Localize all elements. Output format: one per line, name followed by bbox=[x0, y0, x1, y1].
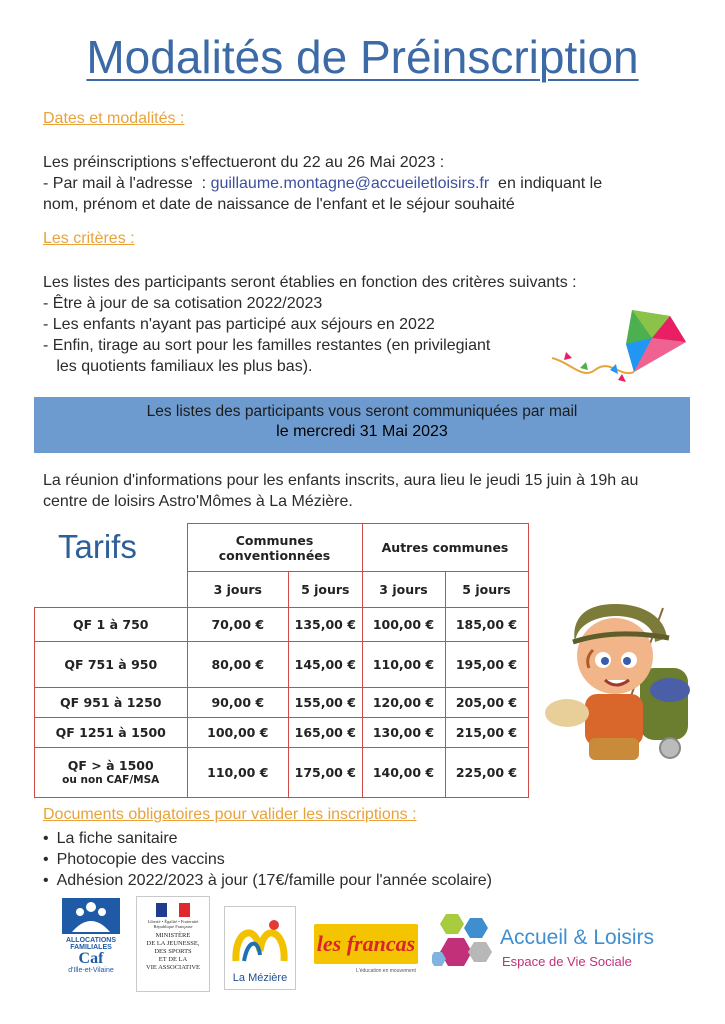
announcement-banner bbox=[34, 397, 690, 453]
accueil-loisirs-title: Accueil & Loisirs bbox=[500, 926, 655, 949]
price-cell: 140,00 € bbox=[362, 748, 445, 798]
reunion-line-1: La réunion d'informations pour les enfants inscrits, aura lieu le jeudi 15 juin à 19h au bbox=[43, 472, 639, 489]
row-label: QF 1 à 750 bbox=[35, 608, 188, 642]
banner-line-2: le mercredi 31 Mai 2023 bbox=[276, 423, 448, 440]
table-row bbox=[35, 608, 529, 642]
price-cell: 215,00 € bbox=[445, 718, 528, 748]
price-cell: 100,00 € bbox=[187, 718, 289, 748]
price-cell: 185,00 € bbox=[445, 608, 528, 642]
price-cell: 175,00 € bbox=[289, 748, 362, 798]
row-label-main: QF > à 1500 bbox=[67, 757, 154, 773]
list-item: • La fiche sanitaire bbox=[43, 828, 683, 849]
list-item: • Adhésion 2022/2023 à jour (17€/famille pour l'année scolaire) bbox=[43, 870, 683, 891]
section-heading-documents: Documents obligatoires pour valider les inscriptions : bbox=[43, 806, 417, 823]
price-cell: 120,00 € bbox=[362, 688, 445, 718]
group-header-conventionnees-label: Communes conventionnées bbox=[218, 532, 331, 563]
page-title: Modalités de Préinscription bbox=[86, 31, 639, 83]
list-item: • Photocopie des vaccins bbox=[43, 849, 683, 870]
caf-text-2: FAMILIALES bbox=[70, 944, 112, 951]
rf-text-6: ET DE LA bbox=[158, 956, 188, 963]
section-heading-criteres: Les critères : bbox=[43, 230, 135, 247]
tarifs-title: Tarifs bbox=[58, 528, 137, 565]
rf-text-1: Liberté • Égalité • Fraternité bbox=[147, 919, 199, 924]
price-cell: 100,00 € bbox=[362, 608, 445, 642]
documents-list bbox=[43, 828, 683, 891]
row-label: QF 751 à 950 bbox=[35, 642, 188, 688]
price-cell: 90,00 € bbox=[187, 688, 289, 718]
caf-family-icon bbox=[62, 898, 120, 934]
la-meziere-emblem-icon bbox=[230, 911, 290, 967]
la-meziere-label: La Mézière bbox=[232, 972, 288, 984]
price-cell: 110,00 € bbox=[362, 642, 445, 688]
criteres-item: - Enfin, tirage au sort pour les familles restantes (en privilegiant bbox=[43, 337, 491, 354]
dates-line-2-pre: - Par mail à l'adresse : bbox=[43, 175, 211, 192]
les-francas-tagline: L'éducation en mouvement bbox=[356, 968, 416, 974]
subhead-cell: 3 jours bbox=[187, 572, 289, 608]
price-cell: 145,00 € bbox=[289, 642, 362, 688]
email-link[interactable]: guillaume.montagne@accueiletloisirs.fr bbox=[210, 175, 490, 192]
rf-text-5: DES SPORTS bbox=[154, 948, 192, 955]
row-label: QF 951 à 1250 bbox=[35, 688, 188, 718]
price-cell: 135,00 € bbox=[289, 608, 362, 642]
accueil-loisirs-subtitle: Espace de Vie Sociale bbox=[502, 954, 632, 969]
reunion-paragraph bbox=[43, 470, 683, 512]
dates-line-2-post: en indiquant le bbox=[489, 175, 603, 192]
price-cell: 225,00 € bbox=[445, 748, 528, 798]
section-heading-dates: Dates et modalités : bbox=[43, 110, 185, 127]
les-francas-logo bbox=[308, 918, 422, 984]
rf-text-7: VIE ASSOCIATIVE bbox=[146, 964, 200, 971]
table-row bbox=[35, 642, 529, 688]
price-cell: 80,00 € bbox=[187, 642, 289, 688]
dates-line-1: Les préinscriptions s'effectueront du 22 au 26 Mai 2023 : bbox=[43, 154, 445, 171]
ministere-logo bbox=[136, 896, 210, 992]
rf-text-2: République Française bbox=[153, 924, 193, 929]
dates-line-2 bbox=[43, 173, 683, 194]
price-cell: 195,00 € bbox=[445, 642, 528, 688]
rf-text-4: DE LA JEUNESSE, bbox=[146, 940, 200, 947]
caf-text-1: ALLOCATIONS bbox=[65, 937, 117, 944]
subhead-cell: 5 jours bbox=[445, 572, 528, 608]
price-cell: 205,00 € bbox=[445, 688, 528, 718]
les-francas-wordmark: les francas bbox=[314, 924, 418, 964]
caf-logo bbox=[58, 896, 124, 988]
group-header-conventionnees bbox=[187, 524, 362, 572]
row-label bbox=[35, 748, 188, 798]
subhead-cell: 3 jours bbox=[362, 572, 445, 608]
price-cell: 70,00 € bbox=[187, 608, 289, 642]
rf-text-3: MINISTÈRE bbox=[155, 932, 191, 939]
hexagon-cluster-icon bbox=[432, 912, 498, 974]
price-cell: 110,00 € bbox=[187, 748, 289, 798]
caf-text-4: d'Ille-et-Vilaine bbox=[68, 967, 114, 974]
criteres-item: - Être à jour de sa cotisation 2022/2023 bbox=[43, 295, 323, 312]
table-row bbox=[35, 748, 529, 798]
dates-paragraph bbox=[43, 152, 683, 215]
reunion-line-2: centre de loisirs Astro'Mômes à La Mézière. bbox=[43, 493, 353, 510]
french-flag-icon bbox=[156, 903, 190, 917]
accueil-loisirs-logo bbox=[432, 912, 694, 978]
criteres-item: les quotients familiaux les plus bas). bbox=[43, 358, 313, 375]
price-cell: 130,00 € bbox=[362, 718, 445, 748]
dates-line-3: nom, prénom et date de naissance de l'enfant et le séjour souhaité bbox=[43, 196, 515, 213]
group-header-autres: Autres communes bbox=[362, 524, 528, 572]
child-hiker-illustration bbox=[545, 598, 695, 778]
la-meziere-logo bbox=[224, 906, 296, 990]
table-row bbox=[35, 718, 529, 748]
caf-text-3: Caf bbox=[78, 950, 104, 967]
kite-illustration bbox=[540, 308, 690, 398]
price-cell: 165,00 € bbox=[289, 718, 362, 748]
banner-line-1: Les listes des participants vous seront communiquées par mail bbox=[146, 403, 578, 420]
row-label: QF 1251 à 1500 bbox=[35, 718, 188, 748]
price-cell: 155,00 € bbox=[289, 688, 362, 718]
table-row bbox=[35, 688, 529, 718]
criteres-item: - Les enfants n'ayant pas participé aux séjours en 2022 bbox=[43, 316, 435, 333]
subhead-cell: 5 jours bbox=[289, 572, 362, 608]
criteres-intro: Les listes des participants seront établies en fonction des critères suivants : bbox=[43, 274, 577, 291]
row-label-sub: ou non CAF/MSA bbox=[62, 773, 160, 786]
